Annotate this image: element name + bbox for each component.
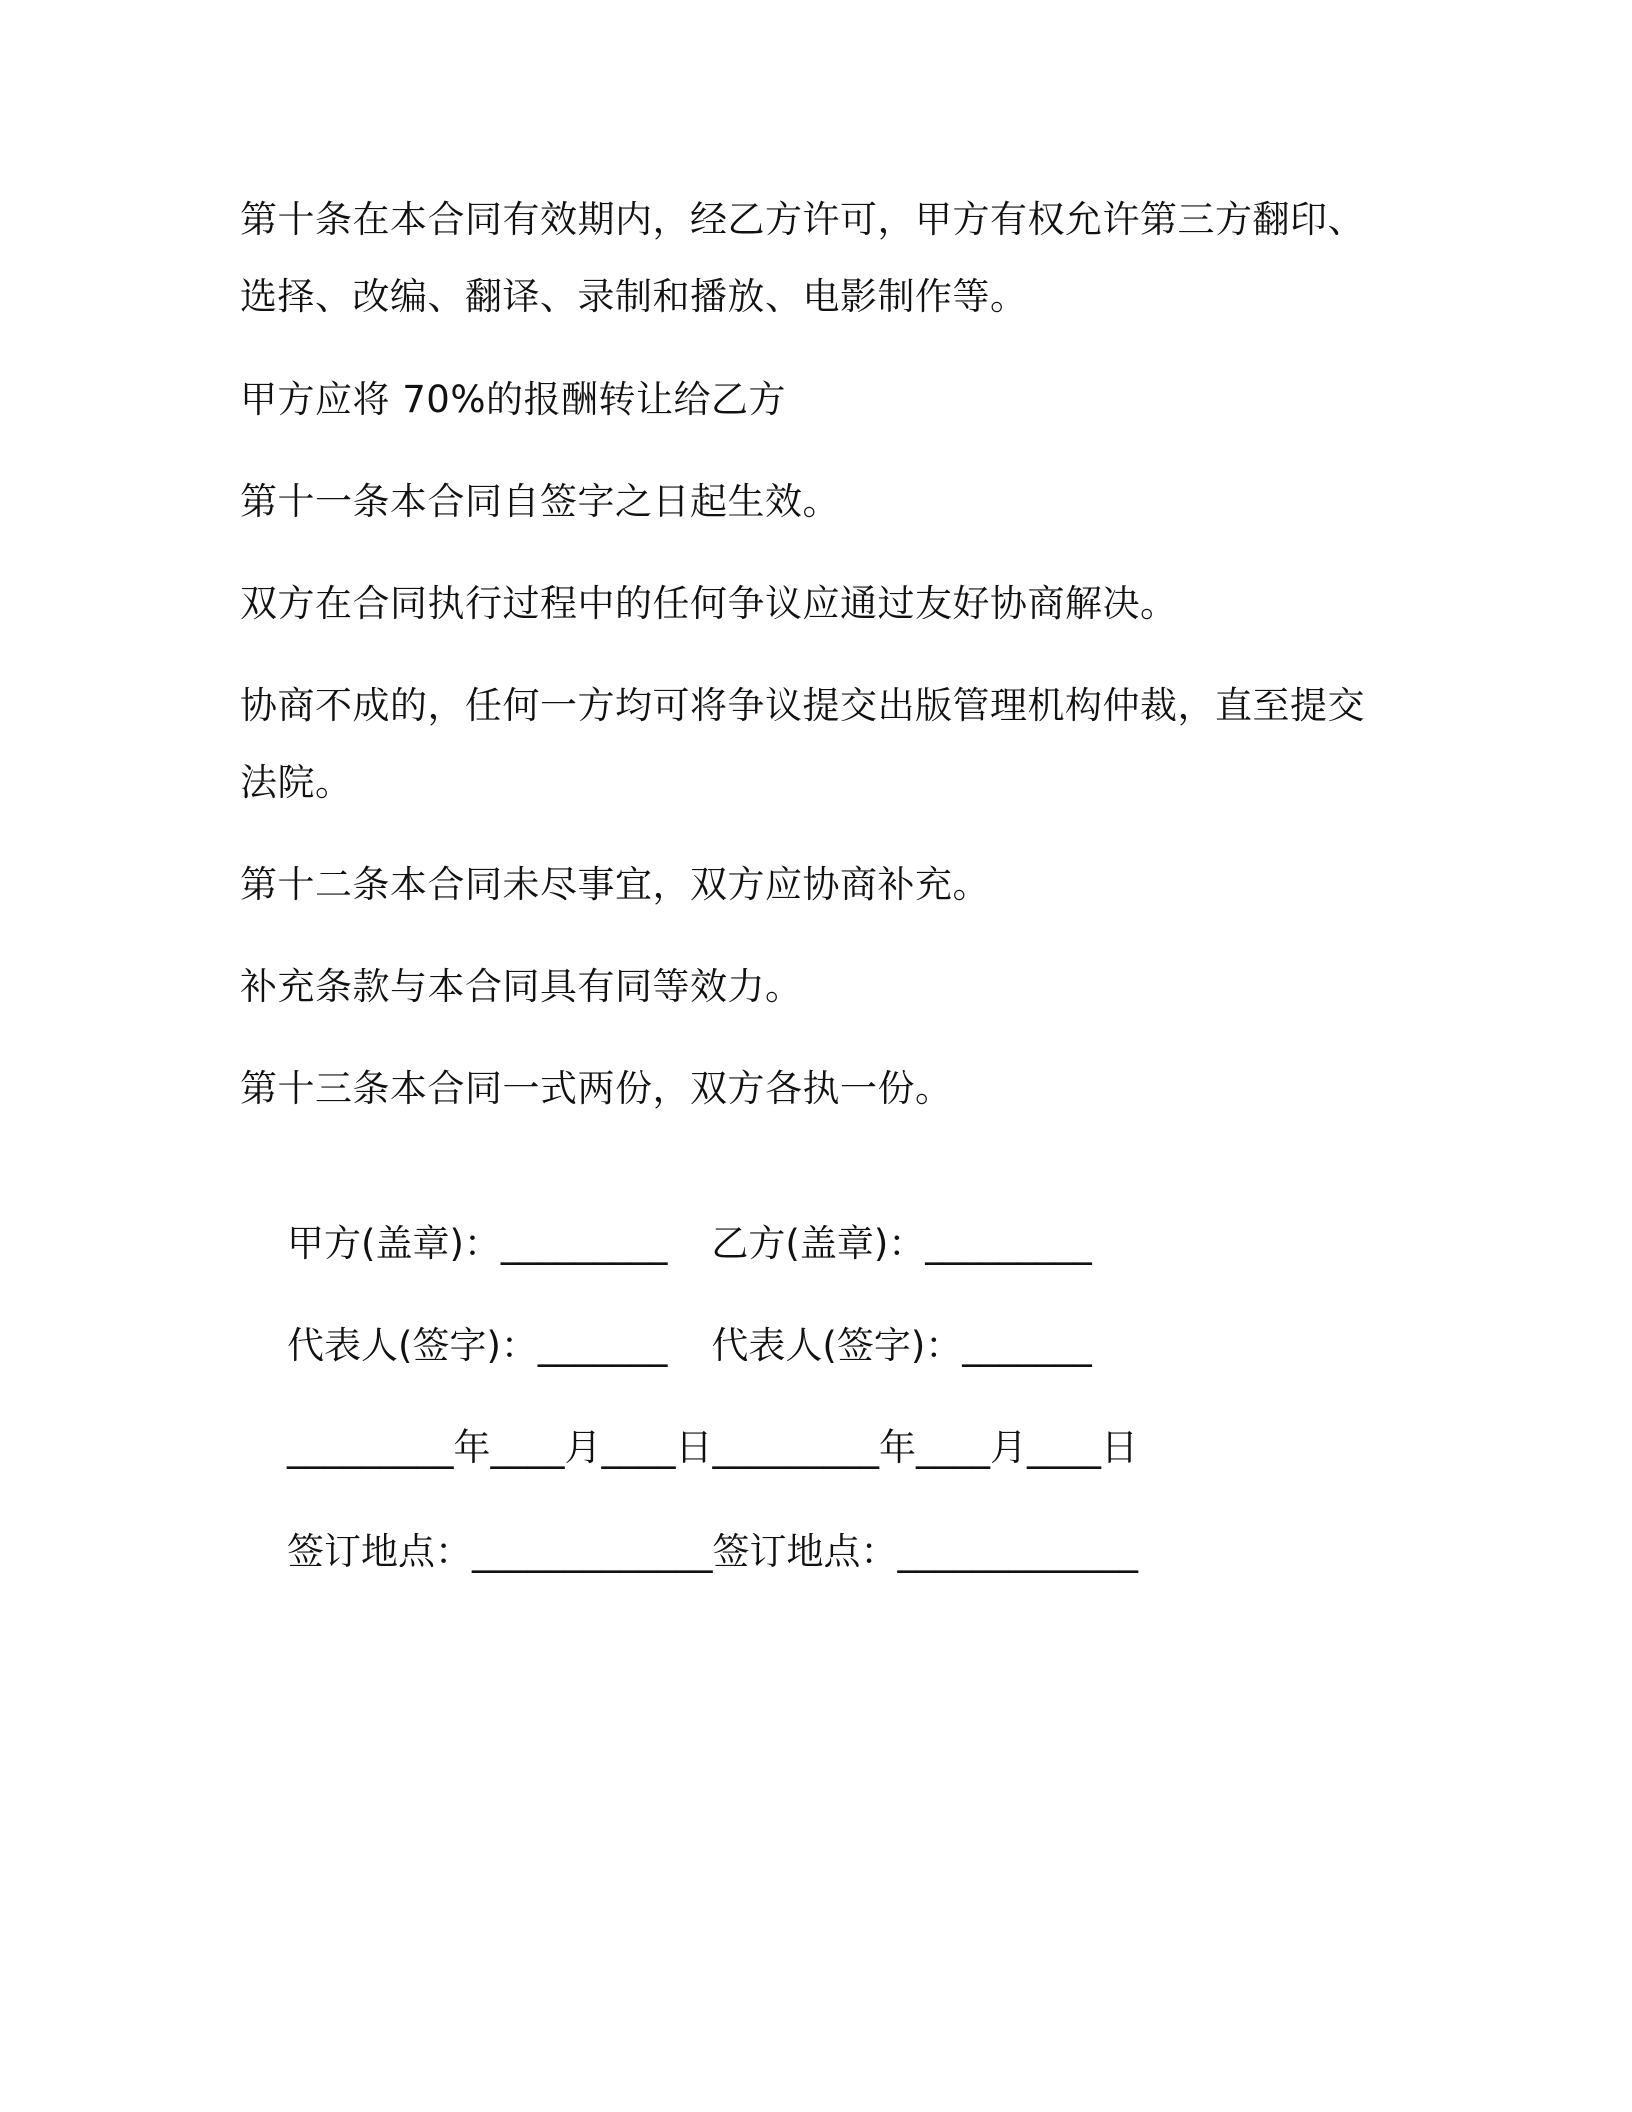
paragraph-supplement: 补充条款与本合同具有同等效力。 bbox=[240, 965, 803, 1008]
rep-b-signature-field[interactable]: 代表人(签字)：_______ bbox=[711, 1324, 1092, 1367]
paragraph-article-10-line2: 选择、改编、翻译、录制和播放、电影制作等。 bbox=[240, 275, 1028, 318]
paragraph-article-13: 第十三条本合同一式两份，双方各执一份。 bbox=[240, 1067, 953, 1110]
place-row bbox=[240, 1474, 1138, 1630]
paragraph-remuneration: 甲方应将 70%的报酬转让给乙方 bbox=[240, 378, 786, 421]
paragraph-arbitration-line2: 法院。 bbox=[240, 761, 353, 804]
place-b-field[interactable]: 签订地点：_____________ bbox=[712, 1530, 1139, 1573]
paragraph-article-10-line1: 第十条在本合同有效期内，经乙方许可，甲方有权允许第三方翻印、 bbox=[240, 198, 1365, 241]
date-fields[interactable]: _________年____月____日_________年____月____日 bbox=[287, 1426, 1139, 1469]
rep-a-signature-field[interactable]: 代表人(签字)：_______ bbox=[287, 1324, 668, 1367]
party-b-seal-field[interactable]: 乙方(盖章)：_________ bbox=[711, 1222, 1092, 1265]
paragraph-arbitration-line1: 协商不成的，任何一方均可将争议提交出版管理机构仲裁，直至提交 bbox=[240, 684, 1365, 727]
place-a-field[interactable]: 签订地点：_____________ bbox=[287, 1530, 713, 1573]
paragraph-article-12: 第十二条本合同未尽事宜，双方应协商补充。 bbox=[240, 863, 990, 906]
party-a-seal-field[interactable]: 甲方(盖章)：_________ bbox=[287, 1222, 668, 1265]
paragraph-article-11: 第十一条本合同自签字之日起生效。 bbox=[240, 480, 840, 523]
paragraph-dispute: 双方在合同执行过程中的任何争议应通过友好协商解决。 bbox=[240, 582, 1178, 625]
